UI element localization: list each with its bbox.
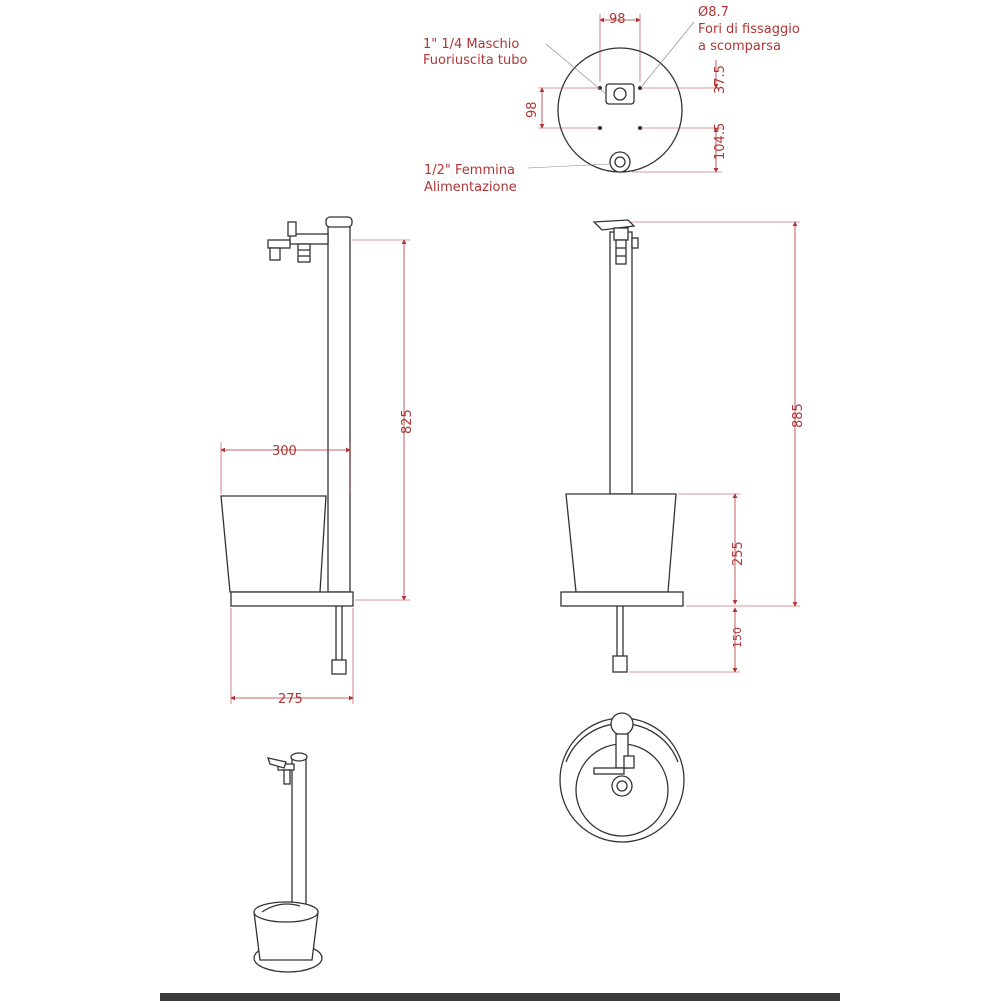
persp-column — [292, 758, 306, 908]
note-inlet-line1: 1" 1/4 Maschio — [423, 37, 520, 52]
dim-top-offset-a: 37.5 — [713, 65, 728, 94]
fixing-hole — [638, 86, 642, 90]
side-column-cap — [326, 217, 352, 227]
dim-front-height: 885 — [791, 403, 806, 428]
front-view — [561, 220, 806, 672]
supply-inlet — [610, 152, 630, 172]
dim-top-height: 98 — [525, 101, 540, 118]
fixing-hole — [598, 126, 602, 130]
top-view — [423, 5, 800, 195]
note-supply-line2: Alimentazione — [424, 180, 517, 195]
plan-column-top — [611, 713, 633, 735]
perspective-view — [254, 753, 322, 972]
note-holes-line2: Fori di fissaggio — [698, 22, 800, 37]
front-column — [610, 232, 632, 494]
top-view-outlet — [606, 84, 634, 104]
note-holes-line3: a scomparsa — [698, 39, 781, 54]
plan-view — [560, 713, 684, 842]
dim-front-hose: 150 — [731, 627, 744, 648]
side-column — [328, 222, 350, 592]
note-inlet-line2: Fuoriuscita tubo — [423, 53, 528, 68]
side-hose-end — [332, 660, 346, 674]
dim-top-offset-b: 104.5 — [713, 122, 728, 160]
note-supply-line1: 1/2" Femmina — [424, 163, 515, 178]
side-tap-spout — [268, 240, 290, 248]
side-base-plate — [231, 592, 353, 606]
dim-side-width: 300 — [272, 444, 297, 459]
side-view — [221, 217, 415, 707]
front-bowl — [566, 494, 676, 592]
dim-top-width: 98 — [609, 12, 626, 27]
dim-side-height: 825 — [400, 409, 415, 434]
dim-front-bowl: 255 — [731, 541, 746, 566]
dim-side-base: 275 — [278, 692, 303, 707]
note-holes-line1: Ø8.7 — [698, 5, 729, 20]
front-base-plate — [561, 592, 683, 606]
plan-tap-lever — [594, 768, 624, 774]
side-bowl — [221, 496, 326, 592]
fixing-hole — [638, 126, 642, 130]
front-hose-end — [613, 656, 627, 672]
bottom-bar — [160, 993, 840, 1001]
side-hose-fitting — [298, 244, 310, 262]
front-tap-body — [616, 240, 626, 264]
